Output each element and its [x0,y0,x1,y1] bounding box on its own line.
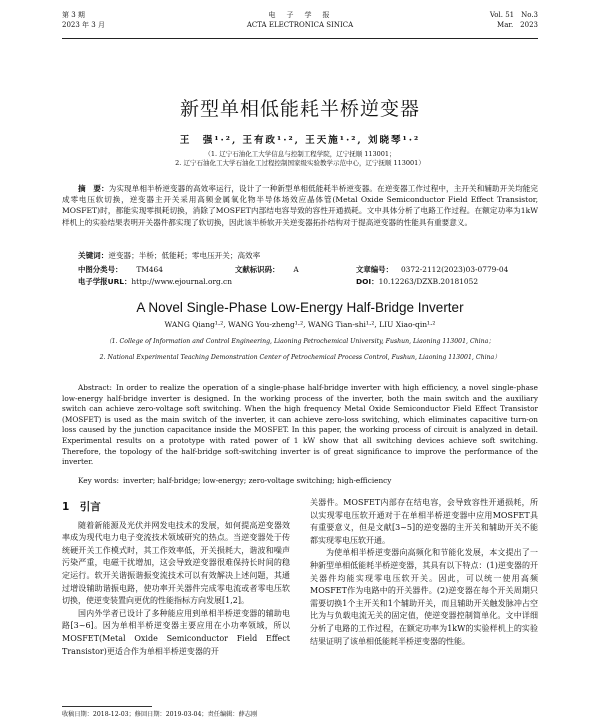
keywords-cn-label: 关键词： [78,251,109,260]
abstract-en-text: In order to realize the operation of a single-phase half-bridge inverter with high efficiency, a novel single-phase low-energy half-bridge inverter is designed. In the working process of the inverter, both the main switch and the auxiliary switch can achieve zero-voltage soft switching. When the high frequency Metal Oxide Semiconductor Field Effect Transistor (MOSFET) is used as the main switch of the inverter, it can achieve zero-loss switching, which eliminates capacitive turn-on loss caused by the junction capacitance inside the MOSFET. In this paper, the working process of circuit is analyzed in detail. Experimental results on a prototype with rated power of 1 kW show that all switching devices achieve soft switching. Therefore, the topology of the half-bridge soft-switching inverter is of great significance to improve the performance of the inverter. [62,383,538,467]
paragraph: 关器件。MOSFET内部存在结电容，会导致容性开通损耗，所以实现零电压软开通对于在单相半桥逆变器中应用MOSFET具有重要意义，但是文献[3~5]的逆变器的主开关和辅助开关不能都实现零电压软开通。 [310,498,538,545]
doc-code [235,264,299,275]
doi [356,276,478,287]
doc-code-value: A [293,265,299,274]
affiliation-en-2: 2. National Experimental Teaching Demonstration Center of Petrochemical Process Control, Fushun, Liaoning 113001, China） [99,354,501,361]
page-title: 新型单相低能耗半桥逆变器 [179,98,420,120]
english-title: A Novel Single-Phase Low-Energy Half-Bridge Inverter [136,300,464,315]
header-center [62,10,538,30]
journal-cn: 电 子 学 报 [268,11,332,19]
article-no-label: 文章编号： [356,265,393,274]
keywords-en-label: Key words: [78,476,120,485]
header-right [490,10,538,30]
article-no [356,264,508,275]
keywords-cn [78,250,260,261]
clc-value: TM464 [136,265,163,274]
volume: Vol. 51 No.3 [489,11,538,19]
abstract-cn-text: 为实现单相半桥逆变器的高效率运行，设计了一种新型单相低能耗半桥逆变器。在逆变器工作过程中，主开关和辅助开关均能完成零电压软切换，逆变器主开关采用高频金属氧化物半导体场效应晶体管(Metal Oxide Semiconductor Field Effect Transistor, MOSFET)时，都能实现零损耗切换，消除了MOSFET内部结电容导致的容性开通损耗。文中具体分析了电路工作过程。在额定功率为1kW样机上的实验结果表明开关器件都实现了软切换，因此该半桥软开关逆变器拓扑结构对于提高逆变器的性能具有重要意义。 [62,184,538,227]
clc [78,264,163,275]
journal-url [78,276,232,287]
abstract-en-label: Abstract: [78,383,112,392]
date-en: Mar. 2023 [497,21,538,29]
body-column-right [310,497,538,648]
affiliation-cn-1: （1. 辽宁石油化工大学信息与控制工程学院，辽宁抚顺 113001； [204,150,396,158]
keywords-en-text: inverter; half-bridge; low-energy; zero-voltage switching; high-efficiency [123,476,392,485]
article-no-value: 0372-2112(2023)03-0779-04 [400,265,509,274]
authors-en: WANG Qiang¹·², WANG You-zheng¹·², WANG Tian-shi¹·², LIU Xiao-qin¹·² [164,320,436,329]
authors-cn: 王 强¹·², 王有政¹·², 王天施¹·², 刘晓琴¹·² [179,135,421,146]
url-value[interactable]: http://www.ejournal.org.cn [131,277,232,286]
url-label: 电子学报URL： [78,277,132,286]
header-rule [62,38,538,39]
affiliation-en-1: （1. College of Information and Control Engineering, Liaoning Petrochemical University, Fushun, Liaoning 113001, China； [105,338,495,345]
doc-code-label: 文献标识码： [235,265,280,274]
issue-cn: 第 3 期 [62,11,85,19]
paragraph: 为使单相半桥逆变器向高频化和节能化发展，本文提出了一种新型单相低能耗半桥逆变器，其具有以下特点：(1)逆变器的开关器件均能实现零电压软开关。因此，可以统一使用高频MOSFET作为电路中的开关器件。(2)逆变器在每个开关周期只需要切换1个主开关和1个辅助开关，而且辅助开关触发脉冲占空比为与负载电流无关的固定值，使逆变器控制简单化。文中详细分析了电路的工作过程，在额定功率为1kW的实验样机上的实验结果证明了该单相低能耗半桥逆变器的性能。 [310,548,538,646]
affiliation-cn-2: 2. 辽宁石油化工大学石油化工过程控制国家级实验教学示范中心，辽宁抚顺 113001） [175,159,425,167]
abstract-cn-label: 摘 要： [78,184,109,193]
abstract-en [62,383,538,468]
journal-en: ACTA ELECTRONICA SINICA [246,21,354,29]
abstract-cn [62,183,538,228]
paragraph: 随着新能源及光伏并网发电技术的发展，如何提高逆变器效率成为现代电力电子变流技术领域研究的热点。当逆变器处于传统硬开关工作模式时，其工作效率低，开关损耗大，谐波和噪声污染严重，电磁干扰增加，这会导致逆变器很难保持长时间的稳定运行。软开关谐振谐振变流技术可以有效解决上述问题，其通过增设辅助谐振电路，使功率开关器件完成零电流或者零电压软切换，使逆变装置向更优的性能指标方向发展[1,2]。 [62,520,290,606]
date-cn: 2023 年 3 月 [62,21,105,29]
clc-label: 中图分类号： [78,265,123,274]
doi-label: DOI： [356,277,379,286]
section-heading: 1 引言 [62,501,101,513]
footnote-rule [62,706,152,707]
doi-value[interactable]: 10.12263/DZXB.20181052 [378,277,479,286]
footnote: 收稿日期：2018-12-03；修回日期：2019-03-04；责任编辑：薛志刚 [62,711,258,718]
body-column-left [62,497,290,658]
paragraph: 国内外学者已设计了多种能应用到单相半桥逆变器的辅助电路[3~6]。因为单相半桥逆变器主要应用在小功率领域，所以MOSFET(Metal Oxide Semiconductor Field Effect Transistor)更适合作为单相半桥逆变器的开 [62,608,290,656]
keywords-en [62,476,538,485]
keywords-cn-text: 逆变器；半桥；低能耗；零电压开关；高效率 [108,251,261,260]
